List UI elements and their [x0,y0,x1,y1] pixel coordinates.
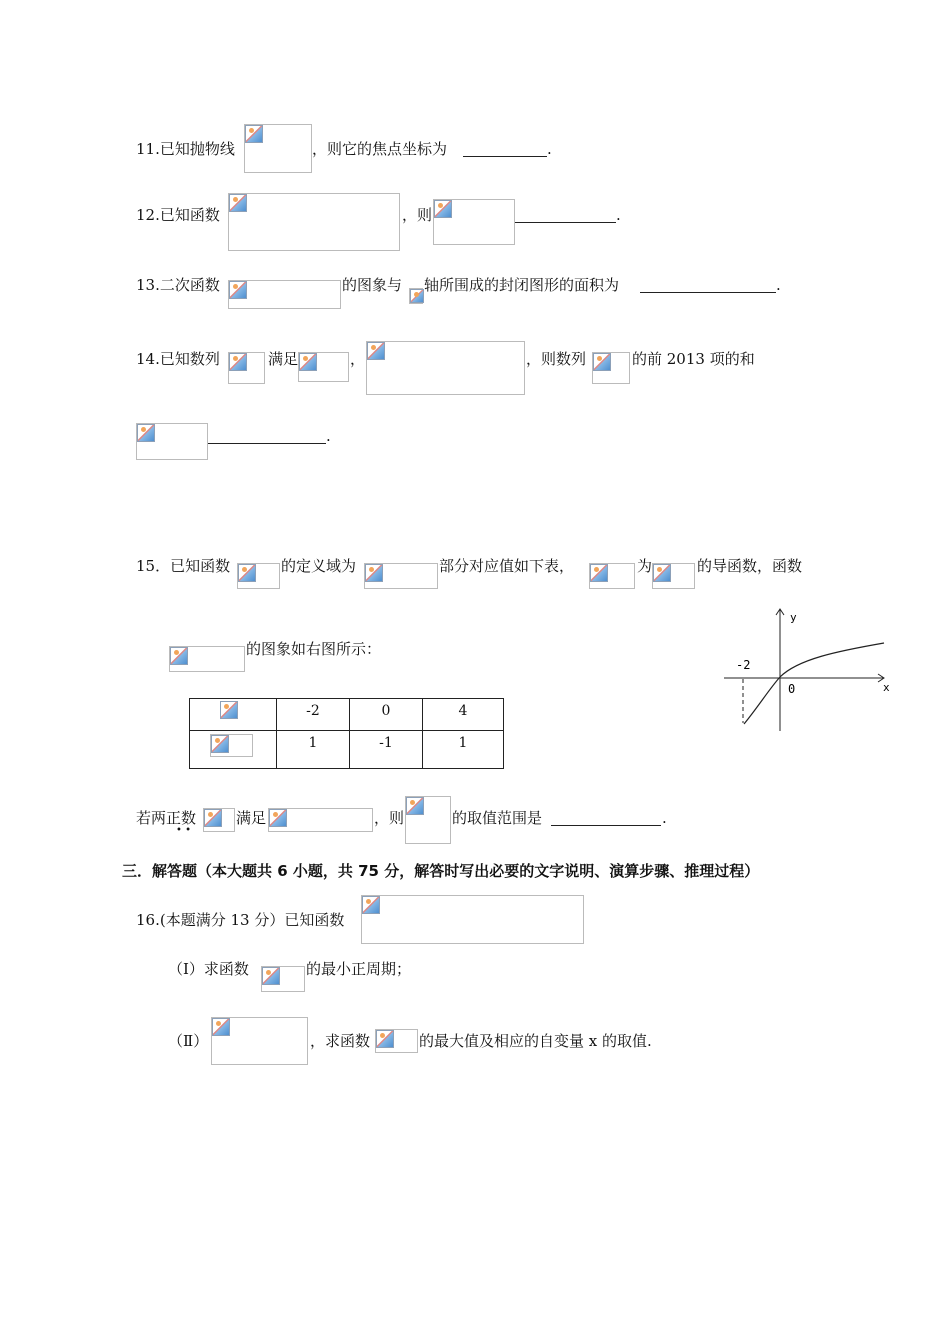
formula-image-placeholder [375,1029,418,1053]
broken-image-icon [211,735,229,753]
formula-image-placeholder [361,895,584,944]
formula-image-placeholder [298,352,349,382]
q15-cond-tail: 的取值范围是 [452,809,543,827]
formula-image-placeholder [433,199,515,245]
formula-image-placeholder [364,563,438,589]
q16-part2-text: ，求函数 [310,1032,371,1050]
table-cell: 1 [423,731,504,769]
q14-prefix: 14.已知数列 [136,350,220,368]
table-cell: 4 [423,699,504,731]
table-row [190,731,504,769]
q15-text: 的定义域为 [281,557,357,575]
q15-text-2: 部分对应值如下表， [439,557,575,575]
formula-image-placeholder [244,124,312,173]
broken-image-icon [406,797,424,815]
neg-two-label: -2 [736,658,751,672]
broken-image-icon [593,353,611,371]
broken-image-icon [229,353,247,371]
q13-text-2: 轴所围成的封闭图形的面积为 [424,276,620,294]
q14-end: . [326,427,331,445]
y-label: y [790,611,797,624]
answer-blank [463,156,547,157]
q12-prefix: 12.已知函数 [136,206,220,224]
q11-end: . [547,140,552,158]
formula-image-placeholder [405,796,451,844]
curve [744,643,884,724]
answer-blank [208,443,326,444]
broken-image-icon [170,647,188,665]
broken-image-icon [269,809,287,827]
broken-image-icon [220,701,238,719]
section-heading: 三．解答题（本大题共 6 小题，共 75 分，解答时写出必要的文字说明、演算步骤、推理过程） [122,862,760,880]
formula-image-placeholder [268,808,373,832]
q16-part1-text: 的最小正周期； [306,960,412,978]
q13-end: . [776,276,781,294]
broken-image-icon [238,564,256,582]
answer-blank [515,222,616,223]
broken-image-icon [653,564,671,582]
broken-image-icon [590,564,608,582]
broken-image-icon [245,125,263,143]
broken-image-icon [434,200,452,218]
q15-cond-ze: ，则 [374,809,405,827]
formula-image-placeholder [136,423,208,460]
broken-image-icon [365,564,383,582]
table-cell: -1 [350,731,423,769]
broken-image-icon [229,194,247,212]
q14-comma: ， [350,350,366,368]
broken-image-icon [204,809,222,827]
q13-prefix: 13.二次函数 [136,276,220,294]
q15-end: . [662,809,667,827]
x-label: x [883,681,890,694]
table-cell: 0 [350,699,423,731]
q11-text: ，则它的焦点坐标为 [312,140,448,158]
q15-cond-text: 满足 [236,809,267,827]
q14-text: 满足 [268,350,299,368]
answer-blank [551,825,661,826]
q15-line2: 的图象如右图所示： [246,640,382,658]
table-row [190,699,504,731]
q16-part2-tail: 的最大值及相应的自变量 x 的取值. [419,1032,652,1050]
formula-image-placeholder [592,352,630,384]
formula-image-placeholder [652,563,695,589]
formula-image-placeholder [220,701,238,719]
formula-image-placeholder [203,808,235,832]
emphasis-dots: • • [176,825,191,836]
broken-image-icon [410,289,424,303]
broken-image-icon [299,353,317,371]
table-header-cell [190,731,277,769]
q11-prefix: 11.已知抛物线 [136,140,235,158]
formula-image-placeholder [228,352,265,384]
broken-image-icon [376,1030,394,1048]
q13-text: 的图象与 [342,276,403,294]
q16-part2-prefix: （Ⅱ） [168,1032,209,1050]
origin-label: 0 [788,682,796,696]
formula-image-placeholder [228,280,341,309]
formula-image-placeholder [237,563,280,589]
q14-text-2: ，则数列 [526,350,587,368]
q14-tail: 的前 2013 项的和 [632,350,755,368]
q15-tail: 的导函数，函数 [697,557,803,575]
answer-blank [640,292,776,293]
q15-prefix: 15．已知函数 [136,557,231,575]
formula-image-placeholder [169,646,245,672]
formula-image-placeholder [589,563,635,589]
formula-image-placeholder [210,734,253,757]
table-header-cell [190,699,277,731]
q15-wei: 为 [637,557,653,575]
broken-image-icon [262,967,280,985]
q16-prefix: 16.(本题满分 13 分）已知函数 [136,911,345,929]
q12-end: . [616,206,621,224]
table-cell: 1 [277,731,350,769]
formula-image-placeholder [366,341,525,395]
broken-image-icon [212,1018,230,1036]
table-cell: -2 [277,699,350,731]
q12-text: ，则 [402,206,433,224]
formula-image-placeholder [228,193,400,251]
formula-image-placeholder [409,288,423,304]
formula-image-placeholder [211,1017,308,1065]
formula-image-placeholder [261,966,305,992]
broken-image-icon [367,342,385,360]
value-table [189,698,504,769]
broken-image-icon [362,896,380,914]
derivative-graph [718,603,896,733]
broken-image-icon [229,281,247,299]
q15-cond-prefix: 若两正数 [136,809,197,827]
q16-part1-prefix: （Ⅰ）求函数 [168,960,249,978]
broken-image-icon [137,424,155,442]
